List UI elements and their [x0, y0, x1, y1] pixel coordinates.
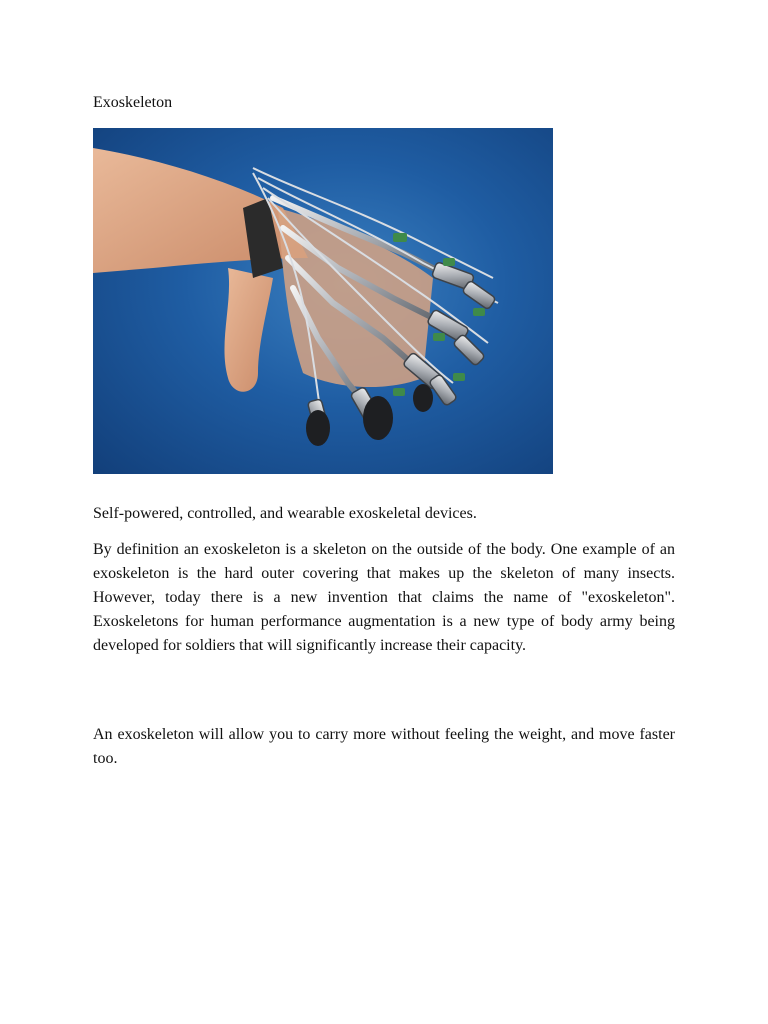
document-title: Exoskeleton	[93, 94, 173, 111]
robotic-exoskeleton-hand-icon	[93, 128, 553, 474]
body-paragraph-1: By definition an exoskeleton is a skeleton on the outside of the body. One example of an exoskeleton is the hard outer covering that makes up the skeleton of many insects. However, today there is a new invention that claims the name of "exoskeleton". Exoskeletons for human performance augmentation is a new type of body army being developed for soldiers that will significantly increase their capacity.	[93, 541, 675, 654]
body-paragraph-2: An exoskeleton will allow you to carry more without feeling the weight, and move faster too.	[93, 726, 675, 767]
image-caption: Self-powered, controlled, and wearable exoskeletal devices.	[93, 505, 477, 522]
exoskeleton-hand-image	[93, 128, 553, 474]
